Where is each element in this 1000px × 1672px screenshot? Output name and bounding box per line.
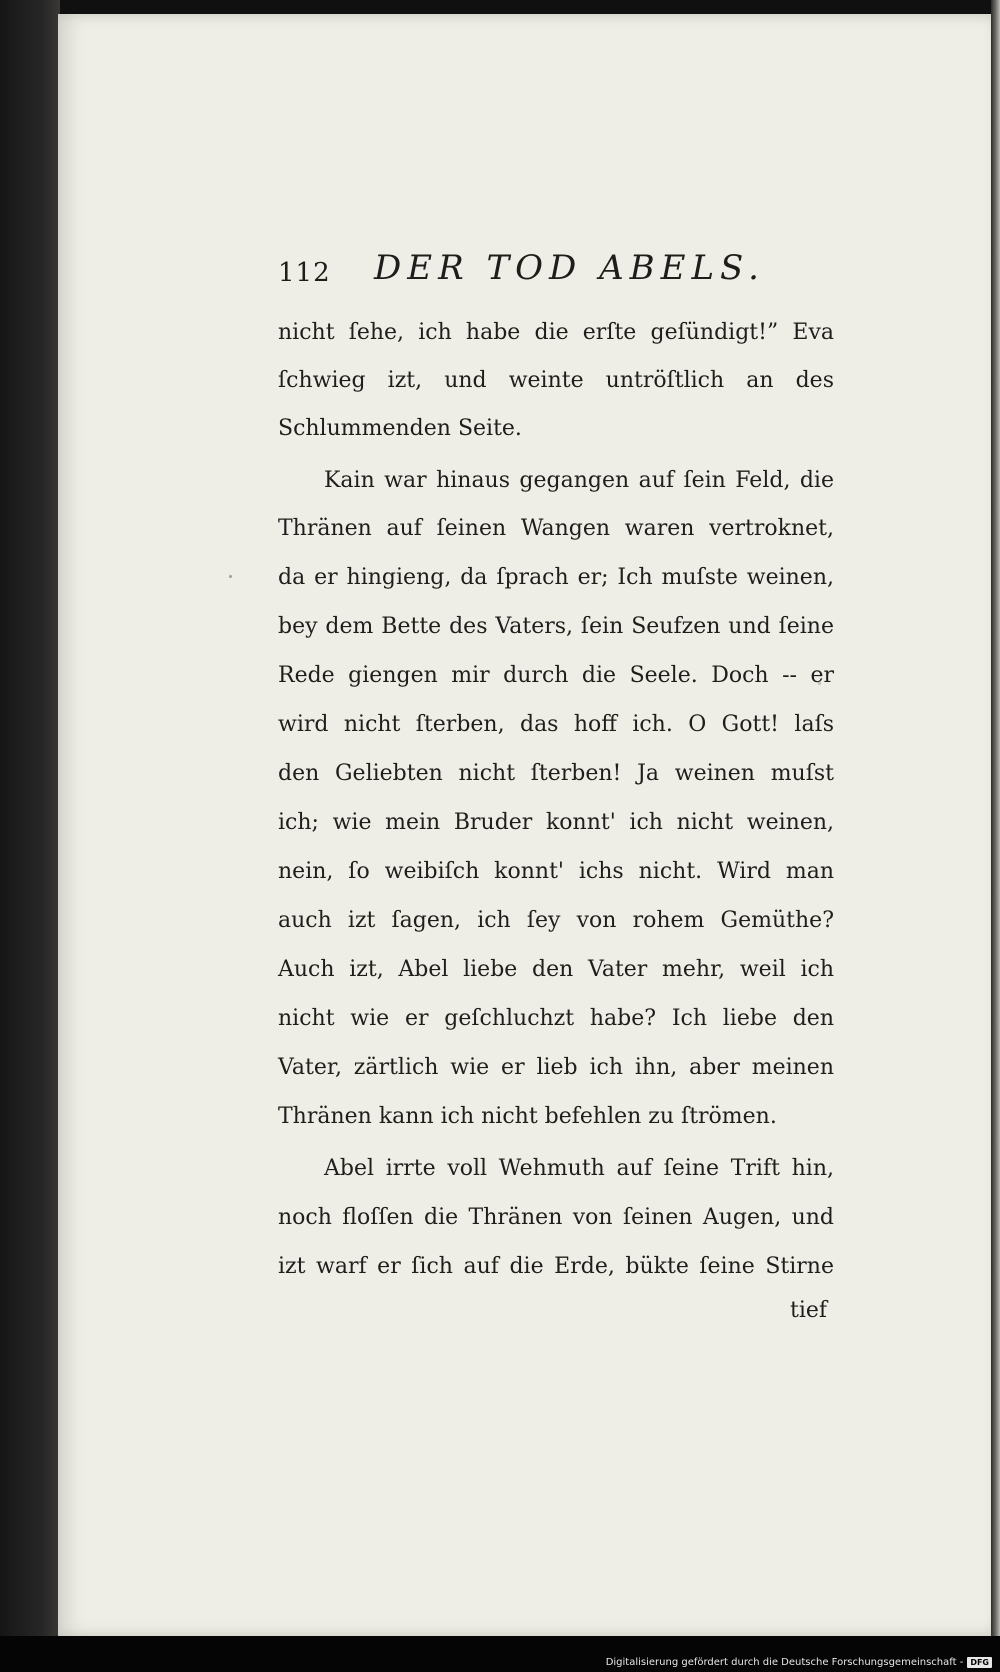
text-line: izt warf er ſich auf die Erde, bükte ſeine Stirne [278, 1254, 834, 1279]
catchword: tief [790, 1298, 828, 1323]
text-line: wird nicht ſterben, das hoff ich. O Gott! laſs [278, 712, 834, 737]
text-line: Schlummenden Seite. [278, 416, 522, 441]
text-line: noch floſſen die Thränen von ſeinen Augen, und [278, 1205, 834, 1230]
text-line: Abel irrte voll Wehmuth auf ſeine Trift hin, [324, 1156, 834, 1181]
paper-speck [229, 575, 232, 578]
text-line: Thränen auf ſeinen Wangen waren vertroknet, [278, 516, 834, 541]
text-line: den Geliebten nicht ſterben! Ja weinen muſst [278, 761, 834, 786]
page-number: 112 [278, 258, 331, 288]
text-line: Auch izt, Abel liebe den Vater mehr, weil ich [278, 957, 834, 982]
text-line: bey dem Bette des Vaters, ſein Seufzen und ſeine [278, 614, 834, 639]
text-line: Rede giengen mir durch die Seele. Doch -- er [278, 663, 834, 688]
book-gutter-shadow [0, 0, 60, 1672]
page-header [278, 248, 765, 296]
text-line: auch izt ſagen, ich ſey von rohem Gemüthe? [278, 908, 834, 933]
text-line: nein, ſo weibiſch konnt' ichs nicht. Wird man [278, 859, 834, 884]
text-line: nicht ſehe, ich habe die erſte geſündigt!” Eva [278, 320, 834, 345]
dfg-logo-icon: DFG [967, 1657, 992, 1668]
running-title: DER TOD ABELS. [374, 248, 765, 288]
text-line: ich; wie mein Bruder konnt' ich nicht weinen, [278, 810, 834, 835]
funding-credit-text: Digitalisierung gefördert durch die Deutsche Forschungsgemeinschaft - [605, 1657, 964, 1668]
text-line: Kain war hinaus gegangen auf ſein Feld, die [324, 468, 834, 493]
page-edge [991, 0, 1000, 1640]
text-line: ſchwieg izt, und weinte untröſtlich an des [278, 368, 834, 393]
text-line: Vater, zärtlich wie er lieb ich ihn, aber meinen [278, 1055, 834, 1080]
text-line: da er hingieng, da ſprach er; Ich muſste weinen, [278, 565, 834, 590]
text-line: nicht wie er geſchluchzt habe? Ich liebe den [278, 1006, 834, 1031]
funding-credit [606, 1657, 992, 1668]
text-line: Thränen kann ich nicht befehlen zu ſtrömen. [278, 1104, 777, 1129]
